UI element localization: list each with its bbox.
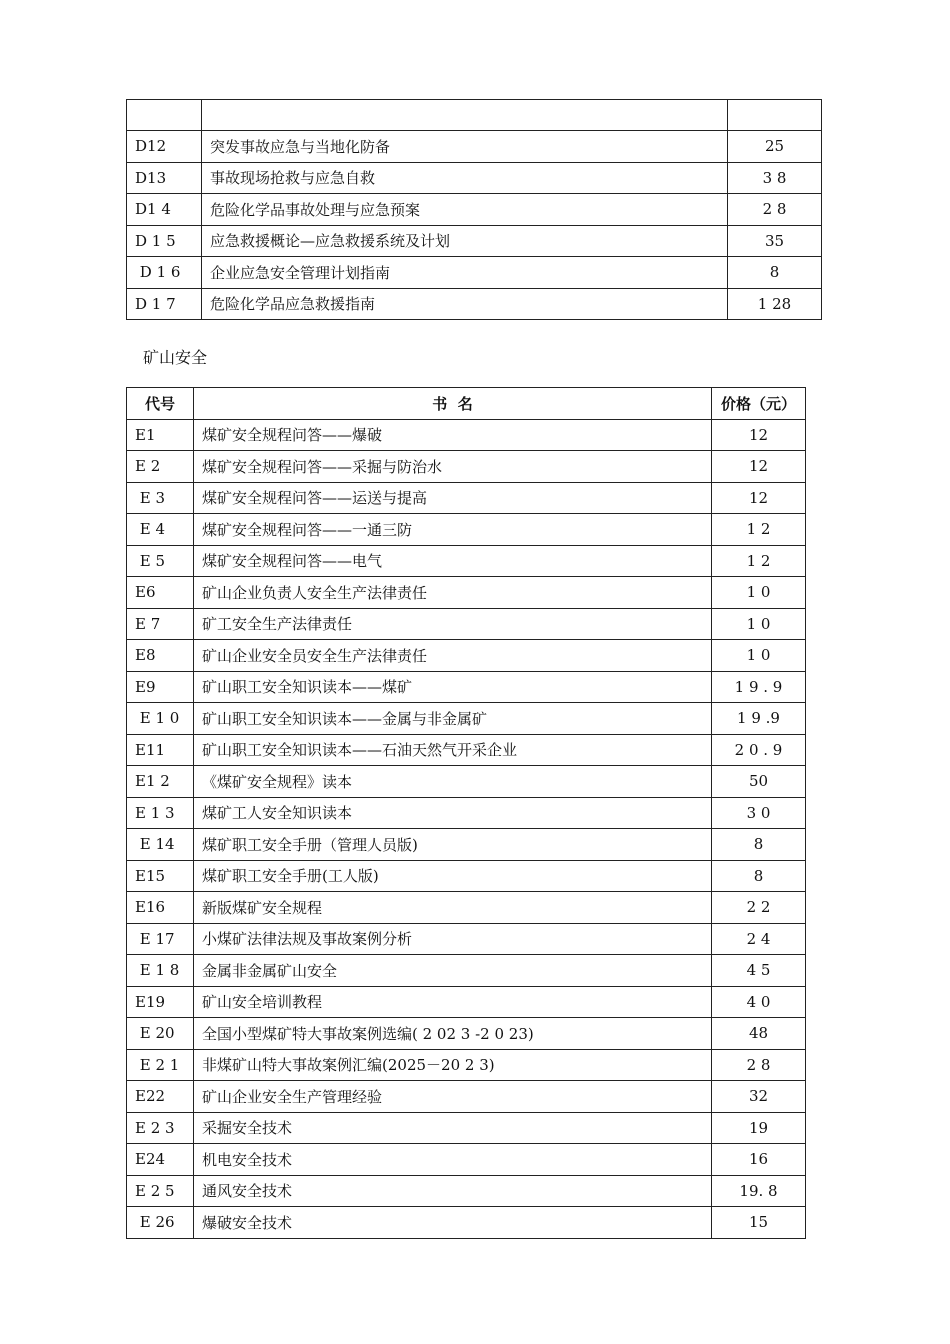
book-title-cell: 应急救援概论—应急救援系统及计划	[202, 225, 728, 257]
book-price-cell: 16	[712, 1144, 806, 1176]
table-row	[127, 1175, 806, 1207]
table-row	[127, 194, 822, 226]
book-code-cell: E 14	[127, 829, 194, 861]
header-title: 书 名	[194, 388, 712, 420]
book-code-cell: E 20	[127, 1018, 194, 1050]
book-code-cell: E19	[127, 986, 194, 1018]
table-row	[127, 797, 806, 829]
book-price-cell: 2 4	[712, 923, 806, 955]
header-price: 价格（元）	[712, 388, 806, 420]
book-code-cell: E 2	[127, 451, 194, 483]
book-price-cell: 15	[712, 1207, 806, 1239]
book-price-cell: 12	[712, 419, 806, 451]
book-title-cell: 通风安全技术	[194, 1175, 712, 1207]
table-row	[127, 545, 806, 577]
book-price-cell: 12	[712, 451, 806, 483]
book-price-cell: 4 5	[712, 955, 806, 987]
book-title-cell: 矿山安全培训教程	[194, 986, 712, 1018]
table-row	[127, 1112, 806, 1144]
book-title-cell: 《煤矿安全规程》读本	[194, 766, 712, 798]
book-code-cell: E6	[127, 577, 194, 609]
book-price-cell: 8	[728, 257, 822, 289]
book-code-cell: E16	[127, 892, 194, 924]
book-title-cell: 煤矿工人安全知识读本	[194, 797, 712, 829]
book-title-cell: 突发事故应急与当地化防备	[202, 131, 728, 163]
book-code-cell: E22	[127, 1081, 194, 1113]
book-title-cell: 企业应急安全管理计划指南	[202, 257, 728, 289]
book-price-cell: 1 0	[712, 640, 806, 672]
book-title-cell: 采掘安全技术	[194, 1112, 712, 1144]
book-code-cell: E9	[127, 671, 194, 703]
book-title-cell: 煤矿安全规程问答——爆破	[194, 419, 712, 451]
book-price-cell: 3 0	[712, 797, 806, 829]
book-code-cell: E 2 1	[127, 1049, 194, 1081]
table-row	[127, 640, 806, 672]
book-title-cell: 危险化学品应急救援指南	[202, 288, 728, 320]
book-code-cell: E 5	[127, 545, 194, 577]
book-price-cell: 1 2	[712, 545, 806, 577]
book-code-cell: E 1 3	[127, 797, 194, 829]
book-code-cell: E 3	[127, 482, 194, 514]
book-price-cell: 1 28	[728, 288, 822, 320]
book-title-cell: 矿山企业安全员安全生产法律责任	[194, 640, 712, 672]
book-price-cell: 25	[728, 131, 822, 163]
book-title-cell: 煤矿安全规程问答——运送与提高	[194, 482, 712, 514]
book-price-cell: 4 0	[712, 986, 806, 1018]
table-row	[127, 1144, 806, 1176]
book-code-cell: E 26	[127, 1207, 194, 1239]
book-code-cell: E 1 8	[127, 955, 194, 987]
book-title-cell: 全国小型煤矿特大事故案例选编( 2 02 3 -2 0 23)	[194, 1018, 712, 1050]
book-title-cell: 矿山职工安全知识读本——石油天然气开采企业	[194, 734, 712, 766]
table-row	[127, 734, 806, 766]
book-price-cell: 35	[728, 225, 822, 257]
book-price-cell: 1 0	[712, 577, 806, 609]
book-code-cell: D 1 6	[127, 257, 202, 289]
mining-safety-books-table	[126, 387, 806, 1239]
book-title-cell: 危险化学品事故处理与应急预案	[202, 194, 728, 226]
book-code-cell: D 1 5	[127, 225, 202, 257]
book-code-cell: D13	[127, 162, 202, 194]
book-code-cell: E 4	[127, 514, 194, 546]
book-title-cell	[202, 100, 728, 131]
book-price-cell: 50	[712, 766, 806, 798]
book-price-cell: 32	[712, 1081, 806, 1113]
book-title-cell: 煤矿安全规程问答——采掘与防治水	[194, 451, 712, 483]
book-title-cell: 金属非金属矿山安全	[194, 955, 712, 987]
book-price-cell: 1 9 .9	[712, 703, 806, 735]
book-price-cell: 1 0	[712, 608, 806, 640]
book-price-cell: 19	[712, 1112, 806, 1144]
book-title-cell: 非煤矿山特大事故案例汇编(2025－20 2 3)	[194, 1049, 712, 1081]
book-title-cell: 事故现场抢救与应急自救	[202, 162, 728, 194]
book-price-cell: 12	[712, 482, 806, 514]
table-row	[127, 671, 806, 703]
book-code-cell: E8	[127, 640, 194, 672]
book-title-cell: 爆破安全技术	[194, 1207, 712, 1239]
book-title-cell: 新版煤矿安全规程	[194, 892, 712, 924]
table-row	[127, 225, 822, 257]
book-price-cell: 48	[712, 1018, 806, 1050]
table-row	[127, 1207, 806, 1239]
table-row	[127, 162, 822, 194]
book-title-cell: 机电安全技术	[194, 1144, 712, 1176]
table-row	[127, 860, 806, 892]
table-row	[127, 1018, 806, 1050]
book-price-cell: 1 9 . 9	[712, 671, 806, 703]
header-code: 代号	[127, 388, 194, 420]
table-row	[127, 703, 806, 735]
book-code-cell: E1 2	[127, 766, 194, 798]
table-row	[127, 257, 822, 289]
book-code-cell: E15	[127, 860, 194, 892]
table-row	[127, 419, 806, 451]
book-code-cell: E 1 0	[127, 703, 194, 735]
table-row	[127, 608, 806, 640]
book-code-cell: E1	[127, 419, 194, 451]
book-price-cell	[728, 100, 822, 131]
table-row	[127, 923, 806, 955]
book-code-cell: E11	[127, 734, 194, 766]
book-code-cell	[127, 100, 202, 131]
table-row	[127, 451, 806, 483]
book-title-cell: 矿山企业安全生产管理经验	[194, 1081, 712, 1113]
book-price-cell: 3 8	[728, 162, 822, 194]
book-code-cell: E 17	[127, 923, 194, 955]
table-row	[127, 892, 806, 924]
book-code-cell: D1 4	[127, 194, 202, 226]
book-price-cell: 8	[712, 829, 806, 861]
book-title-cell: 煤矿安全规程问答——电气	[194, 545, 712, 577]
book-code-cell: D 1 7	[127, 288, 202, 320]
table-row	[127, 1049, 806, 1081]
book-code-cell: D12	[127, 131, 202, 163]
book-title-cell: 小煤矿法律法规及事故案例分析	[194, 923, 712, 955]
table-row	[127, 766, 806, 798]
book-code-cell: E 2 3	[127, 1112, 194, 1144]
table-header-row	[127, 388, 806, 420]
book-price-cell: 2 2	[712, 892, 806, 924]
table-row	[127, 514, 806, 546]
book-title-cell: 矿山职工安全知识读本——煤矿	[194, 671, 712, 703]
book-title-cell: 煤矿安全规程问答——一通三防	[194, 514, 712, 546]
book-title-cell: 矿山职工安全知识读本——金属与非金属矿	[194, 703, 712, 735]
book-price-cell: 2 0 . 9	[712, 734, 806, 766]
book-price-cell: 2 8	[712, 1049, 806, 1081]
emergency-books-table	[126, 99, 822, 320]
book-code-cell: E 7	[127, 608, 194, 640]
book-price-cell: 8	[712, 860, 806, 892]
table-row	[127, 955, 806, 987]
table-row	[127, 577, 806, 609]
book-price-cell: 2 8	[728, 194, 822, 226]
table-row	[127, 829, 806, 861]
book-title-cell: 煤矿职工安全手册(工人版)	[194, 860, 712, 892]
table-row	[127, 100, 822, 131]
book-price-cell: 1 2	[712, 514, 806, 546]
table-row	[127, 131, 822, 163]
book-title-cell: 矿工安全生产法律责任	[194, 608, 712, 640]
book-code-cell: E 2 5	[127, 1175, 194, 1207]
table-row	[127, 986, 806, 1018]
table-row	[127, 288, 822, 320]
book-title-cell: 煤矿职工安全手册（管理人员版)	[194, 829, 712, 861]
book-title-cell: 矿山企业负责人安全生产法律责任	[194, 577, 712, 609]
book-price-cell: 19. 8	[712, 1175, 806, 1207]
table-row	[127, 1081, 806, 1113]
book-code-cell: E24	[127, 1144, 194, 1176]
section-title-mining-safety: 矿山安全	[143, 348, 208, 367]
table-row	[127, 482, 806, 514]
